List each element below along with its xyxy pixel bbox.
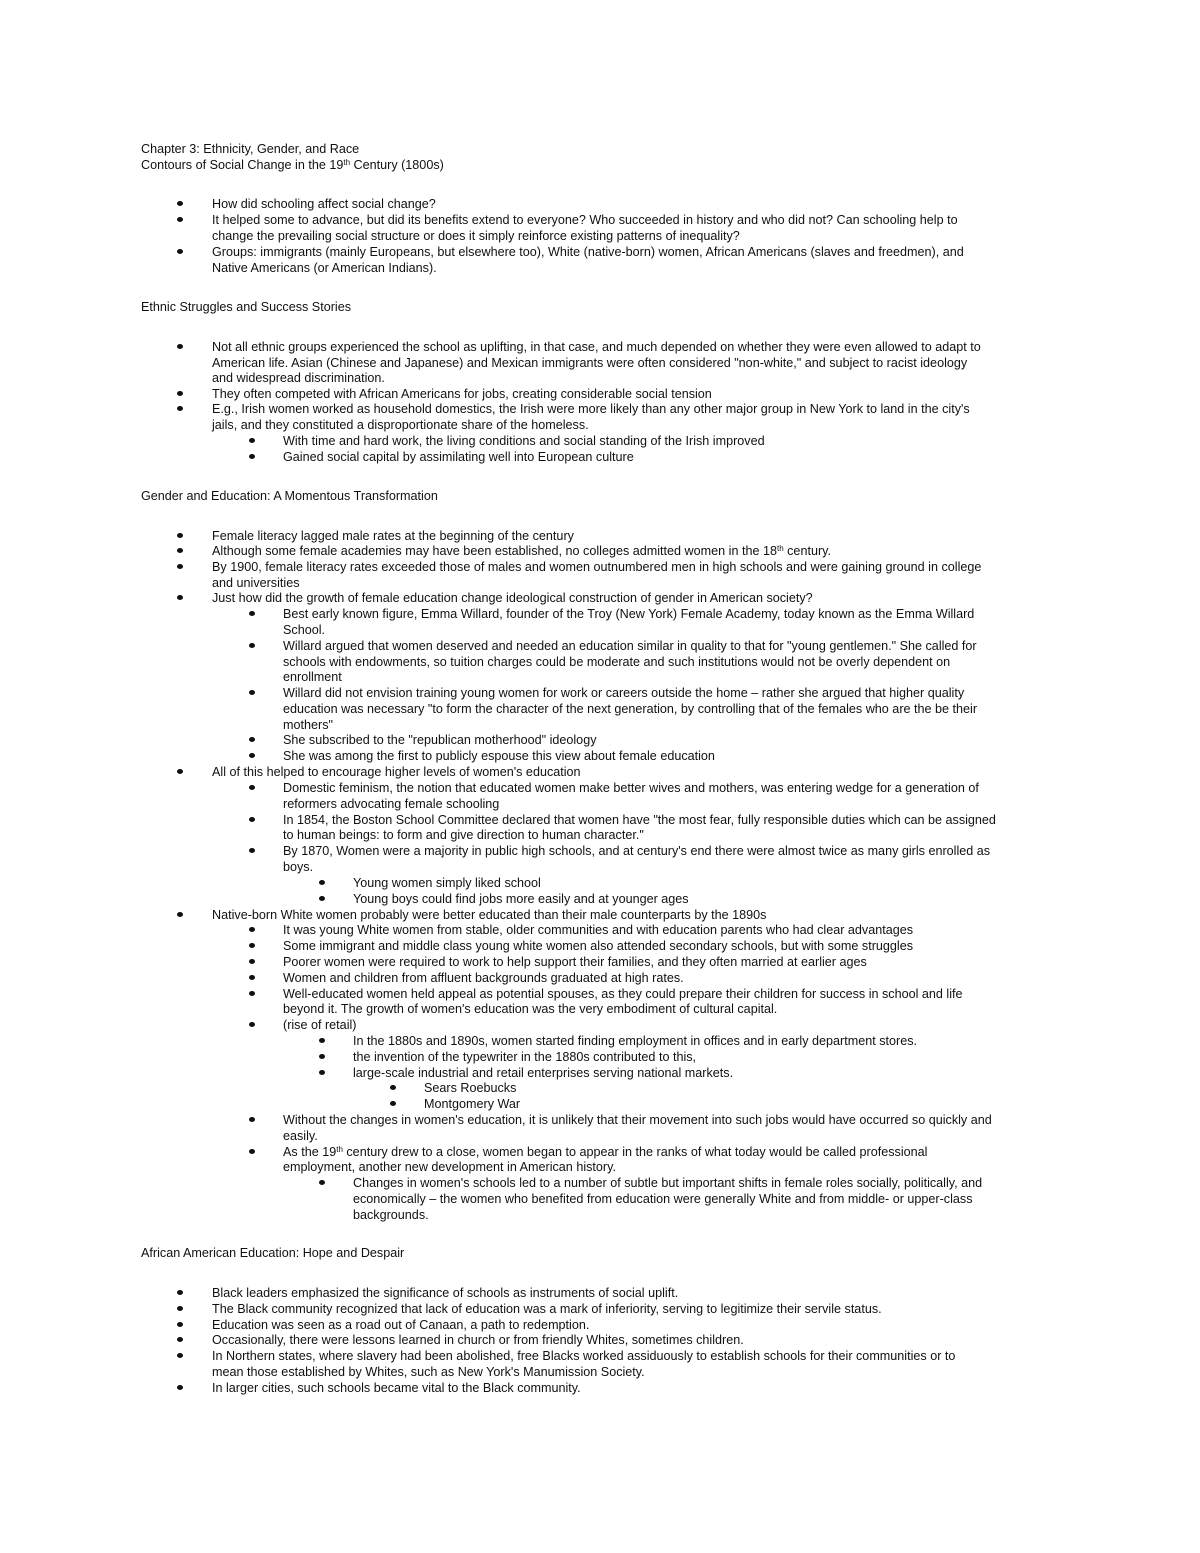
- list-item: By 1870, Women were a majority in public high schools, and at century's end there were almost twice as many girls enrolled as: [0, 843, 1200, 859]
- list-item: Black leaders emphasized the significance of schools as instruments of social uplift.: [0, 1285, 1200, 1301]
- list-item-continued: boys.: [283, 860, 314, 874]
- bullet-icon: [319, 1180, 325, 1185]
- list-item-continued: jails, and they constituted a disproportionate share of the homeless.: [212, 418, 589, 432]
- list-item-continued: economically – the women who benefited from education were generally White and from middle- or upper-class: [353, 1192, 973, 1206]
- bullet-icon: [319, 1054, 325, 1059]
- list-item: All of this helped to encourage higher levels of women's education: [0, 764, 1200, 780]
- list-item: the invention of the typewriter in the 1880s contributed to this,: [0, 1049, 1200, 1065]
- bullet-icon: [249, 785, 255, 790]
- list-item: Best early known figure, Emma Willard, founder of the Troy (New York) Female Academy, today known as the Emma Willard: [0, 606, 1200, 622]
- bullet-icon: [249, 943, 255, 948]
- list-item-continued: backgrounds.: [353, 1208, 429, 1222]
- list-item-continued: change the prevailing social structure or does it simply reinforce existing patterns of inequality?: [212, 229, 740, 243]
- list-item: Changes in women's schools led to a number of subtle but important shifts in female roles socially, politically, and: [0, 1175, 1200, 1191]
- bullet-icon: [177, 406, 183, 411]
- bullet-icon: [177, 912, 183, 917]
- bullet-icon: [177, 1337, 183, 1342]
- bullet-icon: [177, 201, 183, 206]
- list-item: Groups: immigrants (mainly Europeans, but elsewhere too), White (native-born) women, African Americans (slaves and freedmen), and: [0, 244, 1200, 260]
- list-item: Poorer women were required to work to help support their families, and they often married at earlier ages: [0, 954, 1200, 970]
- list-item: It helped some to advance, but did its benefits extend to everyone? Who succeeded in history and who did not? Can schooling help to: [0, 212, 1200, 228]
- list-item-continued: and widespread discrimination.: [212, 371, 385, 385]
- bullet-icon: [177, 533, 183, 538]
- bullet-icon: [390, 1101, 396, 1106]
- list-item: large-scale industrial and retail enterprises serving national markets.: [0, 1065, 1200, 1081]
- list-item: Willard argued that women deserved and needed an education similar in quality to that for "young gentlemen." She called for: [0, 638, 1200, 654]
- list-item-continued: mean those established by Whites, such as New York's Manumission Society.: [212, 1365, 645, 1379]
- list-item: E.g., Irish women worked as household domestics, the Irish were more likely than any other major group in New York to land in the city's: [0, 401, 1200, 417]
- list-item: In the 1880s and 1890s, women started finding employment in offices and in early department stores.: [0, 1033, 1200, 1049]
- bullet-icon: [249, 753, 255, 758]
- list-item: As the 19th century drew to a close, women began to appear in the ranks of what today would be called professional: [0, 1144, 1200, 1160]
- bullet-icon: [249, 848, 255, 853]
- bullet-icon: [249, 690, 255, 695]
- bullet-icon: [249, 817, 255, 822]
- list-item: They often competed with African Americans for jobs, creating considerable social tension: [0, 386, 1200, 402]
- list-item: The Black community recognized that lack of education was a mark of inferiority, serving to legitimize their servile status.: [0, 1301, 1200, 1317]
- bullet-icon: [177, 1385, 183, 1390]
- list-item-continued: Native Americans (or American Indians).: [212, 261, 437, 275]
- chapter-subtitle: Contours of Social Change in the 19th Century (1800s): [141, 158, 444, 172]
- list-item: With time and hard work, the living conditions and social standing of the Irish improved: [0, 433, 1200, 449]
- bullet-icon: [249, 454, 255, 459]
- list-item: Just how did the growth of female education change ideological construction of gender in American society?: [0, 590, 1200, 606]
- list-item: Education was seen as a road out of Canaan, a path to redemption.: [0, 1317, 1200, 1333]
- list-item: Some immigrant and middle class young white women also attended secondary schools, but with some struggles: [0, 938, 1200, 954]
- bullet-icon: [177, 391, 183, 396]
- bullet-icon: [177, 217, 183, 222]
- bullet-icon: [177, 548, 183, 553]
- list-item: Gained social capital by assimilating well into European culture: [0, 449, 1200, 465]
- bullet-icon: [249, 959, 255, 964]
- list-item: Sears Roebucks: [0, 1080, 1200, 1096]
- list-item: How did schooling affect social change?: [0, 196, 1200, 212]
- list-item: Willard did not envision training young women for work or careers outside the home – rather she argued that higher quality: [0, 685, 1200, 701]
- bullet-icon: [249, 927, 255, 932]
- list-item-continued: American life. Asian (Chinese and Japanese) and Mexican immigrants were often considered "non-white," and subject to racist ideology: [212, 356, 968, 370]
- list-item: Women and children from affluent backgrounds graduated at high rates.: [0, 970, 1200, 986]
- list-item-continued: schools with endowments, so tuition charges could be moderate and such institutions would not be overly dependent on: [283, 655, 951, 669]
- bullet-icon: [249, 1117, 255, 1122]
- list-item-continued: enrollment: [283, 670, 342, 684]
- list-item: Not all ethnic groups experienced the school as uplifting, in that case, and much depended on whether they were even allowed to adapt to: [0, 339, 1200, 355]
- list-item: It was young White women from stable, older communities and with education parents who had clear advantages: [0, 922, 1200, 938]
- bullet-icon: [249, 643, 255, 648]
- bullet-icon: [249, 975, 255, 980]
- bullet-icon: [319, 896, 325, 901]
- list-item: Domestic feminism, the notion that educated women make better wives and mothers, was entering wedge for a generation of: [0, 780, 1200, 796]
- list-item: Young boys could find jobs more easily and at younger ages: [0, 891, 1200, 907]
- list-item: In Northern states, where slavery had been abolished, free Blacks worked assiduously to establish schools for their communities or to: [0, 1348, 1200, 1364]
- list-item-continued: employment, another new development in American history.: [283, 1160, 616, 1174]
- bullet-icon: [177, 1353, 183, 1358]
- bullet-icon: [249, 737, 255, 742]
- list-item-continued: reformers advocating female schooling: [283, 797, 500, 811]
- bullet-icon: [390, 1085, 396, 1090]
- section-heading: Gender and Education: A Momentous Transformation: [141, 489, 438, 503]
- list-item-continued: easily.: [283, 1129, 318, 1143]
- list-item-continued: education was necessary "to form the character of the next generation, by controlling that of the females who are the be their: [283, 702, 978, 716]
- bullet-icon: [319, 880, 325, 885]
- list-item: Native-born White women probably were better educated than their male counterparts by the 1890s: [0, 907, 1200, 923]
- list-item: Without the changes in women's education, it is unlikely that their movement into such jobs would have occurred so quickly and: [0, 1112, 1200, 1128]
- bullet-icon: [177, 1322, 183, 1327]
- section-heading: Ethnic Struggles and Success Stories: [141, 300, 352, 314]
- list-item: Young women simply liked school: [0, 875, 1200, 891]
- list-item-continued: to human beings: to form and give direction to human character.": [283, 828, 644, 842]
- bullet-icon: [249, 611, 255, 616]
- list-item: Female literacy lagged male rates at the beginning of the century: [0, 528, 1200, 544]
- list-item: In 1854, the Boston School Committee declared that women have "the most fear, fully responsible duties which can be assigned: [0, 812, 1200, 828]
- list-item-continued: and universities: [212, 576, 300, 590]
- bullet-icon: [249, 438, 255, 443]
- bullet-icon: [249, 991, 255, 996]
- bullet-icon: [177, 249, 183, 254]
- list-item: (rise of retail): [0, 1017, 1200, 1033]
- list-item: Montgomery War: [0, 1096, 1200, 1112]
- bullet-icon: [249, 1149, 255, 1154]
- list-item: By 1900, female literacy rates exceeded those of males and women outnumbered men in high schools and were gaining ground in college: [0, 559, 1200, 575]
- chapter-title: Chapter 3: Ethnicity, Gender, and Race: [141, 142, 360, 156]
- list-item-continued: beyond it. The growth of women's education was the very embodiment of cultural capital.: [283, 1002, 778, 1016]
- bullet-icon: [177, 595, 183, 600]
- section-heading: African American Education: Hope and Despair: [141, 1246, 405, 1260]
- bullet-icon: [249, 1022, 255, 1027]
- list-item-continued: School.: [283, 623, 326, 637]
- list-item-continued: mothers": [283, 718, 333, 732]
- list-item: Although some female academies may have been established, no colleges admitted women in the 18th century.: [0, 543, 1200, 559]
- list-item: She subscribed to the "republican motherhood" ideology: [0, 732, 1200, 748]
- bullet-icon: [177, 1290, 183, 1295]
- list-item: In larger cities, such schools became vital to the Black community.: [0, 1380, 1200, 1396]
- list-item: She was among the first to publicly espouse this view about female education: [0, 748, 1200, 764]
- bullet-icon: [177, 769, 183, 774]
- bullet-icon: [177, 1306, 183, 1311]
- bullet-icon: [177, 564, 183, 569]
- bullet-icon: [319, 1038, 325, 1043]
- bullet-icon: [177, 344, 183, 349]
- list-item: Occasionally, there were lessons learned in church or from friendly Whites, sometimes children.: [0, 1332, 1200, 1348]
- bullet-icon: [319, 1070, 325, 1075]
- list-item: Well-educated women held appeal as potential spouses, as they could prepare their children for success in school and life: [0, 986, 1200, 1002]
